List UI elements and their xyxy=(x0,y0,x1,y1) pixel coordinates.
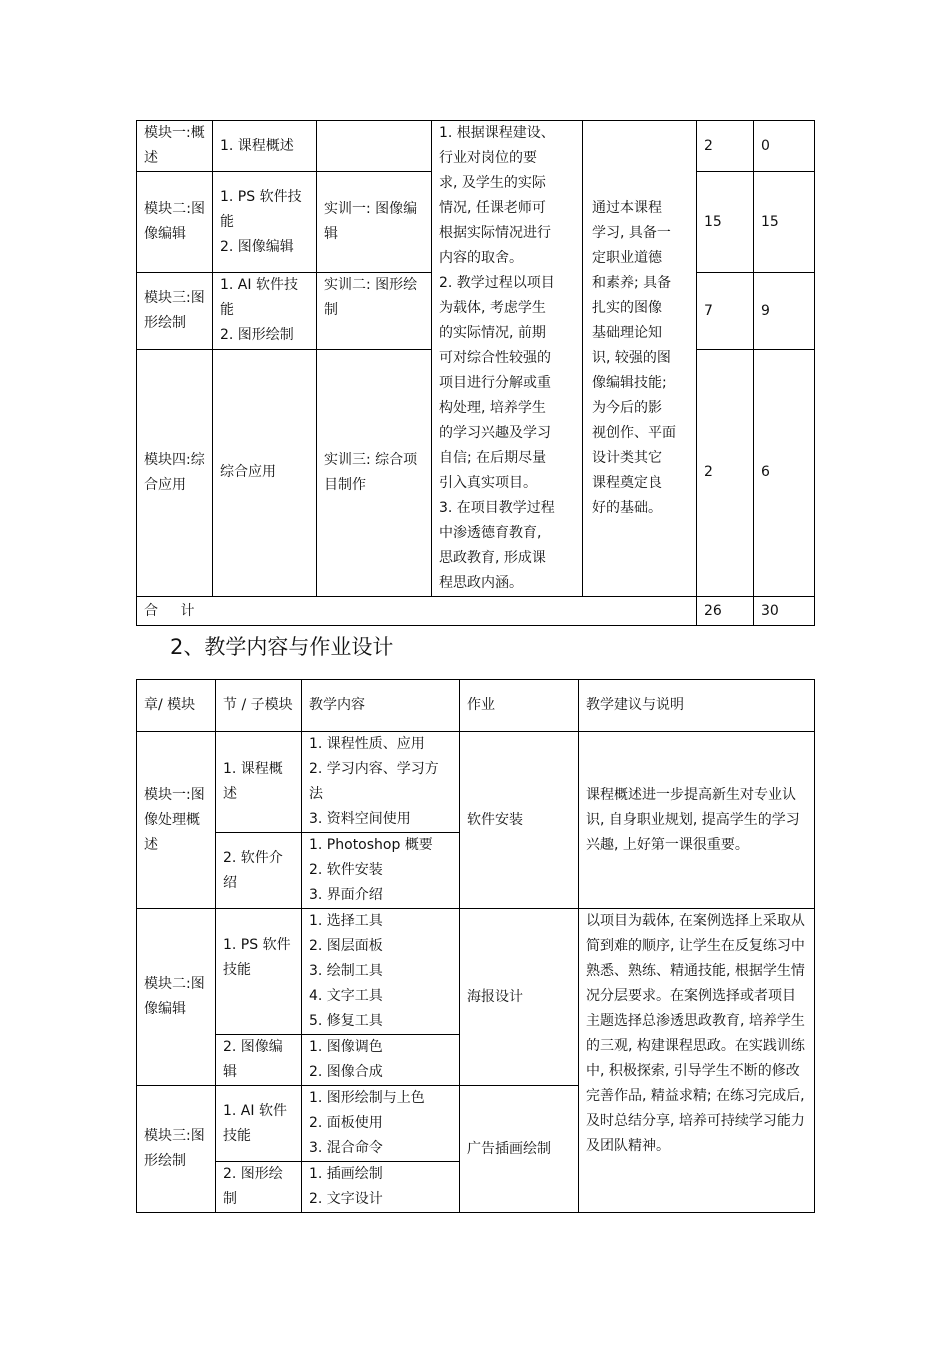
goal-line: 识, 较强的图 xyxy=(592,350,671,366)
section-cell: 2. 图像编辑 xyxy=(216,1035,302,1086)
teaching-method-cell xyxy=(432,121,583,597)
method-line: 的学习兴趣及学习 xyxy=(439,425,551,441)
training-cell: 实训一: 图像编辑 xyxy=(317,172,432,273)
module-cell: 模块四:综合应用 xyxy=(137,349,213,596)
header-section: 节 / 子模块 xyxy=(216,680,302,732)
content-cell: 1. AI 软件技能 2. 图形绘制 xyxy=(213,273,317,350)
content-list: 1. 图像调色 2. 图像合成 xyxy=(302,1035,460,1086)
homework-cell: 软件安装 xyxy=(460,732,579,909)
method-line: 为载体, 考虑学生 xyxy=(439,300,546,316)
method-line: 程思政内涵。 xyxy=(439,575,523,591)
method-line: 求, 及学生的实际 xyxy=(439,175,546,191)
total-label: 合 计 xyxy=(137,597,697,626)
content-cell: 综合应用 xyxy=(213,349,317,596)
section-cell: 2. 图形绘制 xyxy=(216,1162,302,1213)
method-line: 的实际情况, 前期 xyxy=(439,325,546,341)
content-cell: 1. PS 软件技能 2. 图像编辑 xyxy=(213,172,317,273)
total-a-cell: 26 xyxy=(697,597,754,626)
content-list: 1. 课程性质、应用 2. 学习内容、学习方法 3. 资料空间使用 xyxy=(302,732,460,833)
goal-line: 和素养; 具备 xyxy=(592,275,672,291)
method-line: 项目进行分解或重 xyxy=(439,375,551,391)
content-list: 1. 选择工具 2. 图层面板 3. 绘制工具 4. 文字工具 5. 修复工具 xyxy=(302,909,460,1035)
header-row xyxy=(137,680,815,732)
section-cell: 1. AI 软件技能 xyxy=(216,1086,302,1162)
header-module: 章/ 模块 xyxy=(137,680,216,732)
training-cell: 实训二: 图形绘制 xyxy=(317,273,432,350)
module-cell: 模块二:图像编辑 xyxy=(137,909,216,1086)
goal-line: 扎实的图像 xyxy=(592,300,662,316)
total-row xyxy=(137,597,815,626)
section-title: 2、教学内容与作业设计 xyxy=(170,635,394,659)
section-cell: 1. PS 软件技能 xyxy=(216,909,302,1035)
course-goal-cell xyxy=(583,121,697,597)
method-line: 中渗透德育教育, xyxy=(439,525,542,541)
table-row xyxy=(137,732,815,833)
method-line: 2. 教学过程以项目 xyxy=(439,275,555,291)
table-row xyxy=(137,909,815,1035)
hours-a-cell: 2 xyxy=(697,349,754,596)
goal-line: 像编辑技能; xyxy=(592,375,667,391)
training-cell: 实训三: 综合项目制作 xyxy=(317,349,432,596)
goal-line: 基础理论知 xyxy=(592,325,662,341)
header-homework: 作业 xyxy=(460,680,579,732)
goal-line: 学习, 具备一 xyxy=(592,225,671,241)
goal-line: 为今后的影 xyxy=(592,400,662,416)
method-line: 3. 在项目教学过程 xyxy=(439,500,555,516)
content-cell: 1. 课程概述 xyxy=(213,121,317,172)
hours-a-cell: 15 xyxy=(697,172,754,273)
method-line: 1. 根据课程建设、 xyxy=(439,125,555,141)
hours-b-cell: 15 xyxy=(754,172,815,273)
module-cell: 模块三:图形绘制 xyxy=(137,273,213,350)
header-content: 教学内容 xyxy=(302,680,460,732)
method-line: 思政教育, 形成课 xyxy=(439,550,546,566)
hours-a-cell: 7 xyxy=(697,273,754,350)
goal-line: 设计类其它 xyxy=(592,450,662,466)
hours-a-cell: 2 xyxy=(697,121,754,172)
content-list: 1. 插画绘制 2. 文字设计 xyxy=(302,1162,460,1213)
training-cell xyxy=(317,121,432,172)
method-line: 引入真实项目。 xyxy=(439,475,537,491)
content-list: 1. Photoshop 概要 2. 软件安装 3. 界面介绍 xyxy=(302,833,460,909)
method-line: 情况, 任课老师可 xyxy=(439,200,546,216)
hours-b-cell: 9 xyxy=(754,273,815,350)
goal-line: 定职业道德 xyxy=(592,250,662,266)
hours-b-cell: 0 xyxy=(754,121,815,172)
advice-cell: 课程概述进一步提高新生对专业认识, 自身职业规划, 提高学生的学习兴趣, 上好第一课很重要。 xyxy=(579,732,815,909)
method-line: 构处理, 培养学生 xyxy=(439,400,546,416)
header-advice: 教学建议与说明 xyxy=(579,680,815,732)
module-cell: 模块一:图像处理概述 xyxy=(137,732,216,909)
method-line: 根据实际情况进行 xyxy=(439,225,551,241)
total-b-cell: 30 xyxy=(754,597,815,626)
table-row xyxy=(137,121,815,172)
goal-line: 课程奠定良 xyxy=(592,475,662,491)
module-cell: 模块二:图像编辑 xyxy=(137,172,213,273)
goal-line: 视创作、平面 xyxy=(592,425,676,441)
goal-line: 好的基础。 xyxy=(592,500,662,516)
section-cell: 1. 课程概述 xyxy=(216,732,302,833)
module-cell: 模块一:概述 xyxy=(137,121,213,172)
homework-cell: 广告插画绘制 xyxy=(460,1086,579,1213)
module-cell: 模块三:图形绘制 xyxy=(137,1086,216,1213)
content-homework-table xyxy=(136,679,815,1213)
content-list: 1. 图形绘制与上色 2. 面板使用 3. 混合命令 xyxy=(302,1086,460,1162)
method-line: 自信; 在后期尽量 xyxy=(439,450,547,466)
homework-cell: 海报设计 xyxy=(460,909,579,1086)
hours-b-cell: 6 xyxy=(754,349,815,596)
section-cell: 2. 软件介绍 xyxy=(216,833,302,909)
method-line: 可对综合性较强的 xyxy=(439,350,551,366)
advice-cell: 以项目为载体, 在案例选择上采取从简到难的顺序, 让学生在反复练习中熟悉、熟练、精通技能, 根据学生情况分层要求。在案例选择或者项目主题选择总渗透思政教育, 培养学生的三观, 构建课程思政。在实践训练中, 积极探索, 引导学生不断的修改完善作品, 精益求精; 在练习完成后, 及时总结分享, 培养可持续学习能力及团队精神。 xyxy=(579,909,815,1213)
method-line: 内容的取舍。 xyxy=(439,250,523,266)
module-hours-table xyxy=(136,120,815,626)
goal-line: 通过本课程 xyxy=(592,200,662,216)
method-line: 行业对岗位的要 xyxy=(439,150,537,166)
